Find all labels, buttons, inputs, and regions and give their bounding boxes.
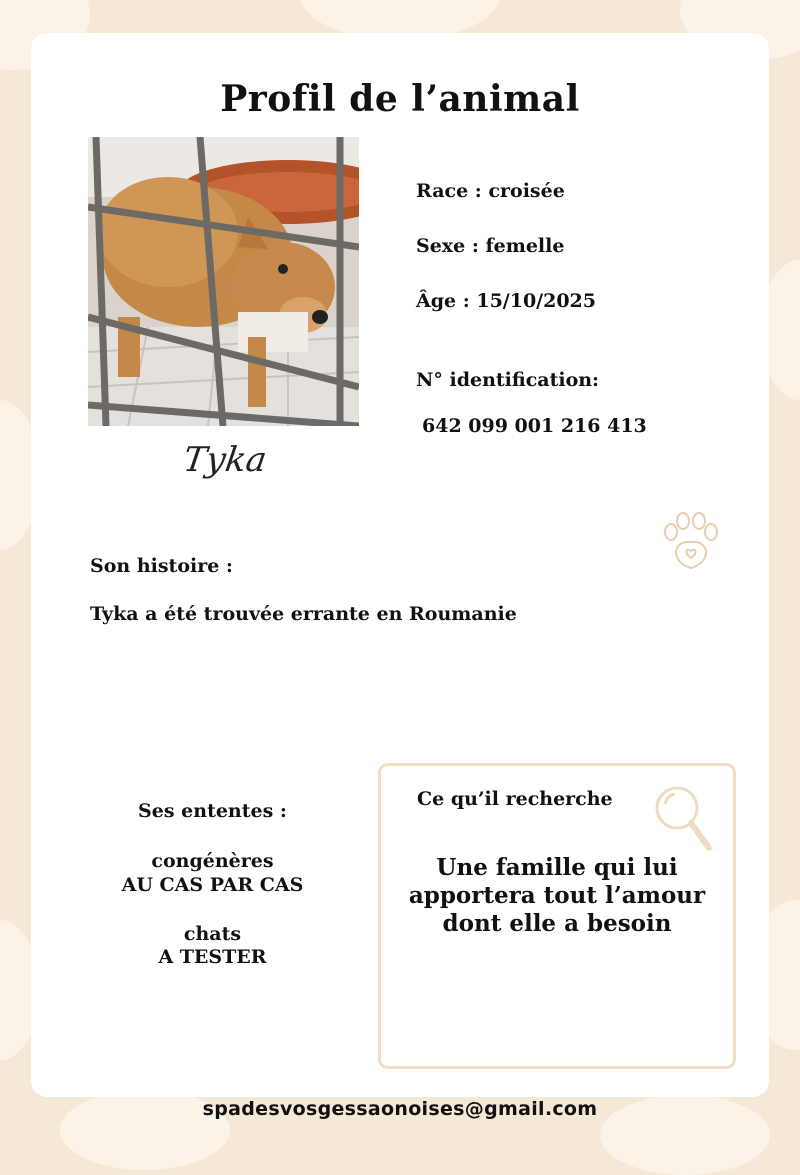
race-text: Race : croisée xyxy=(416,180,565,202)
animal-name: Tyka xyxy=(180,440,270,480)
id-value: 642 099 001 216 413 xyxy=(422,415,647,437)
search-line: apportera tout l’amour xyxy=(408,882,706,909)
congeneres-value: AU CAS PAR CAS xyxy=(121,874,304,896)
age-text: Âge : 15/10/2025 xyxy=(416,290,596,312)
chats-label: chats xyxy=(183,923,242,945)
page-title: Profil de l’animal xyxy=(220,78,580,120)
sex-text: Sexe : femelle xyxy=(416,235,565,257)
search-box xyxy=(378,763,736,1069)
id-label: N° identification: xyxy=(416,369,600,391)
contact-email[interactable]: spadesvosgessaonoises@gmail.com xyxy=(202,1098,598,1120)
paw-heart-icon xyxy=(660,510,722,576)
magnifier-icon xyxy=(653,784,717,860)
story-label: Son histoire : xyxy=(90,555,233,577)
animal-photo xyxy=(88,137,359,426)
congeneres-label: congénères xyxy=(151,850,274,872)
ententes-label: Ses ententes : xyxy=(138,800,287,822)
story-text: Tyka a été trouvée errante en Roumanie xyxy=(90,603,517,625)
search-label: Ce qu’il recherche xyxy=(417,788,613,810)
search-line: Une famille qui lui xyxy=(436,854,678,881)
search-line: dont elle a besoin xyxy=(442,910,672,937)
chats-value: A TESTER xyxy=(158,946,267,968)
search-text xyxy=(381,854,733,938)
